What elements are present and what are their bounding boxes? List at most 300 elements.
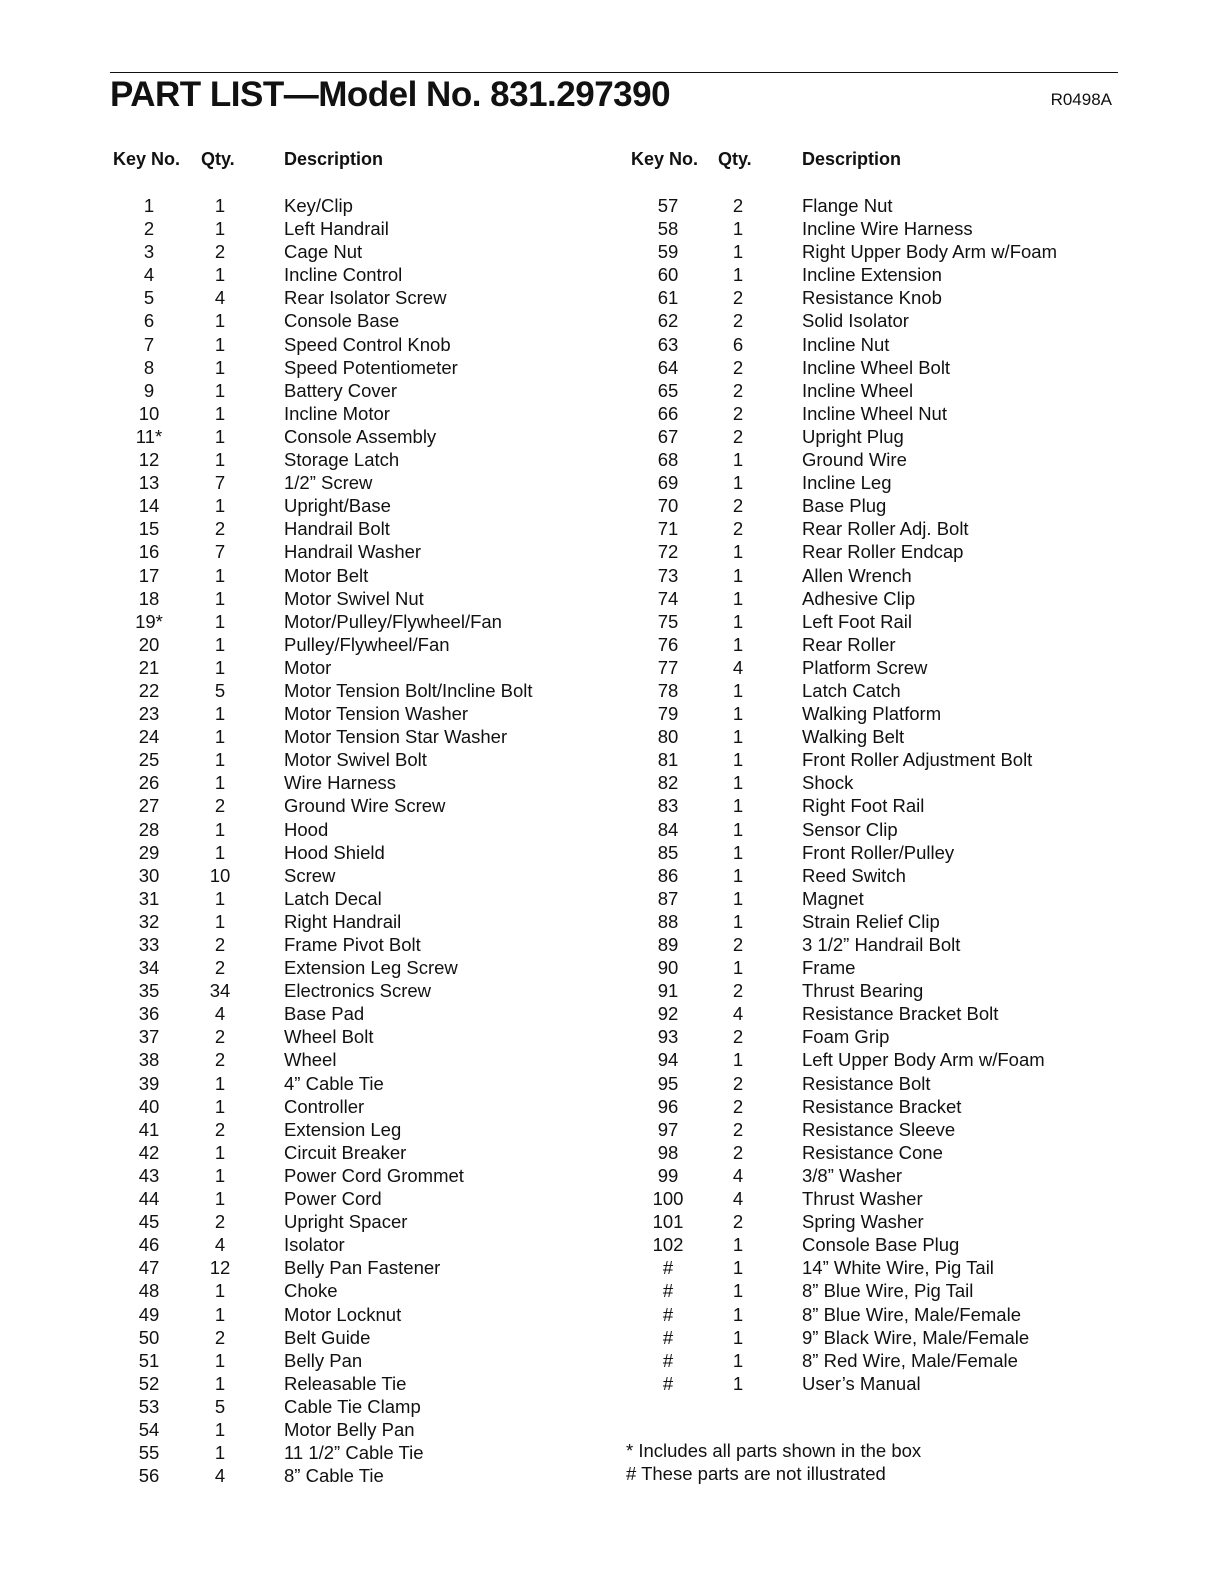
part-description: 8” Cable Tie — [284, 1465, 384, 1487]
part-description: Allen Wrench — [802, 564, 912, 586]
part-key-no: 66 — [657, 402, 679, 424]
part-key-no: 6 — [143, 310, 155, 332]
part-qty: 1 — [214, 633, 226, 655]
part-qty: 4 — [214, 1003, 226, 1025]
part-key-no: 81 — [657, 749, 679, 771]
part-qty: 34 — [209, 980, 231, 1002]
part-qty: 1 — [732, 726, 744, 748]
part-description: Rear Isolator Screw — [284, 287, 447, 309]
part-description: Extension Leg — [284, 1118, 402, 1140]
part-qty: 1 — [732, 795, 744, 817]
part-qty: 1 — [214, 495, 226, 517]
part-description: Spring Washer — [802, 1211, 924, 1233]
part-qty: 1 — [732, 1303, 744, 1325]
part-key-no: 42 — [138, 1141, 160, 1163]
part-key-no: 59 — [657, 241, 679, 263]
part-key-no: 1 — [143, 195, 155, 216]
part-description: Storage Latch — [284, 449, 400, 471]
part-description: Cage Nut — [284, 241, 363, 263]
part-description: 11 1/2” Cable Tie — [284, 1442, 424, 1464]
part-qty: 1 — [732, 841, 744, 863]
part-description: Releasable Tie — [284, 1372, 407, 1394]
part-key-no: 80 — [657, 726, 679, 748]
part-key-no: 52 — [138, 1372, 160, 1394]
part-key-no: 18 — [138, 587, 160, 609]
part-qty: 1 — [214, 1141, 226, 1163]
part-description: Speed Potentiometer — [284, 356, 458, 378]
part-description: Flange Nut — [802, 195, 893, 216]
part-description: Incline Control — [284, 264, 403, 286]
part-key-no: 10 — [138, 402, 160, 424]
part-description: Frame — [802, 957, 856, 979]
part-description: Strain Relief Clip — [802, 910, 940, 932]
part-qty: 1 — [214, 449, 226, 471]
part-qty: 2 — [214, 934, 226, 955]
part-qty: 2 — [732, 310, 744, 332]
part-qty: 1 — [732, 633, 744, 655]
part-description: Power Cord — [284, 1188, 382, 1210]
qty-header: Qty. — [201, 149, 235, 169]
part-key-no: 63 — [657, 333, 679, 355]
part-key-no: 84 — [657, 818, 679, 840]
part-qty: 5 — [214, 1395, 226, 1417]
part-description: Adhesive Clip — [802, 587, 916, 609]
part-key-no: 97 — [657, 1118, 679, 1140]
part-key-no: 96 — [657, 1095, 679, 1117]
part-qty: 1 — [214, 703, 226, 725]
part-description: Platform Screw — [802, 656, 928, 678]
part-description: Choke — [284, 1280, 338, 1302]
part-description: Upright Spacer — [284, 1211, 408, 1233]
part-key-no: 30 — [138, 864, 160, 886]
part-description: Frame Pivot Bolt — [284, 934, 421, 955]
part-key-no: 90 — [657, 957, 679, 979]
part-description: Base Plug — [802, 495, 887, 517]
part-qty: 1 — [732, 449, 744, 471]
part-description: Left Upper Body Arm w/Foam — [802, 1049, 1045, 1071]
part-qty: 2 — [732, 934, 744, 955]
description-header: Description — [802, 149, 902, 169]
part-description: Resistance Knob — [802, 287, 942, 309]
part-qty: 2 — [214, 1326, 226, 1348]
part-description: Power Cord Grommet — [284, 1164, 464, 1186]
part-qty: 2 — [214, 957, 226, 979]
footnote-asterisk: * Includes all parts shown in the box — [626, 1440, 922, 1461]
part-key-no: 26 — [138, 772, 160, 794]
part-qty: 1 — [214, 1442, 226, 1464]
part-description: Motor Tension Washer — [284, 703, 469, 725]
part-qty: 1 — [214, 1349, 226, 1371]
part-key-no: 82 — [657, 772, 679, 794]
part-key-no: 101 — [652, 1211, 684, 1233]
part-qty: 1 — [732, 610, 744, 632]
part-description: Incline Extension — [802, 264, 942, 286]
part-description: 9” Black Wire, Male/Female — [802, 1326, 1030, 1348]
part-qty: 10 — [209, 864, 231, 886]
part-qty: 2 — [732, 1095, 744, 1117]
part-key-no: 100 — [652, 1188, 684, 1210]
part-description: Cable Tie Clamp — [284, 1395, 421, 1417]
part-key-no: 102 — [652, 1234, 684, 1256]
part-qty: 1 — [214, 1072, 226, 1094]
page-title: PART LIST—Model No. 831.297390 — [110, 75, 671, 114]
part-qty: 2 — [732, 425, 744, 447]
part-qty: 4 — [732, 1188, 744, 1210]
part-description: Circuit Breaker — [284, 1141, 407, 1163]
part-qty: 1 — [214, 1164, 226, 1186]
part-description: Wheel — [284, 1049, 337, 1071]
part-key-no: 44 — [138, 1188, 160, 1210]
part-qty: 2 — [214, 1049, 226, 1071]
part-qty: 1 — [214, 264, 226, 286]
part-description: Incline Leg — [802, 472, 892, 494]
part-key-no: 95 — [657, 1072, 679, 1094]
part-description: 14” White Wire, Pig Tail — [802, 1257, 994, 1279]
footnotes — [626, 1439, 921, 1485]
part-description: 3/8” Washer — [802, 1164, 903, 1186]
part-qty: 1 — [214, 379, 226, 401]
part-description: Motor Swivel Nut — [284, 587, 424, 609]
part-key-no: 75 — [657, 610, 679, 632]
part-key-no: 99 — [657, 1164, 679, 1186]
part-key-no: 20 — [138, 633, 160, 655]
part-description: Electronics Screw — [284, 980, 432, 1002]
part-description: Right Foot Rail — [802, 795, 925, 817]
part-description: Ground Wire — [802, 449, 907, 471]
part-key-no: 69 — [657, 472, 679, 494]
part-description: Front Roller/Pulley — [802, 841, 955, 863]
part-qty: 4 — [214, 287, 226, 309]
part-description: Incline Wheel Bolt — [802, 356, 951, 378]
part-key-no: 13 — [138, 472, 160, 494]
part-description: Wheel Bolt — [284, 1026, 374, 1048]
part-description: Resistance Bolt — [802, 1072, 931, 1094]
part-description: 3 1/2” Handrail Bolt — [802, 934, 961, 955]
part-key-no: 74 — [657, 587, 679, 609]
part-qty: 7 — [214, 472, 226, 494]
part-description: Sensor Clip — [802, 818, 898, 840]
part-qty: 2 — [214, 795, 226, 817]
part-description: Resistance Cone — [802, 1141, 943, 1163]
part-qty: 1 — [732, 1234, 744, 1256]
part-key-no: 28 — [138, 818, 160, 840]
part-key-no: 91 — [657, 980, 679, 1002]
part-description: Console Base — [284, 310, 400, 332]
part-key-no: 51 — [138, 1349, 160, 1371]
part-qty: 2 — [732, 495, 744, 517]
part-qty: 1 — [732, 472, 744, 494]
part-qty: 5 — [214, 679, 226, 701]
part-qty: 2 — [214, 1026, 226, 1048]
part-description: Handrail Bolt — [284, 518, 390, 540]
part-key-no: # — [662, 1326, 674, 1348]
key-no-header: Key No. — [631, 149, 699, 169]
part-qty: 1 — [214, 587, 226, 609]
part-qty: 1 — [214, 1188, 226, 1210]
part-key-no: 93 — [657, 1026, 679, 1048]
part-description: Pulley/Flywheel/Fan — [284, 633, 450, 655]
part-description: Walking Belt — [802, 726, 905, 748]
part-key-no: 48 — [138, 1280, 160, 1302]
part-qty: 1 — [214, 356, 226, 378]
part-qty: 1 — [214, 218, 226, 240]
part-key-no: # — [662, 1372, 674, 1394]
part-key-no: 68 — [657, 449, 679, 471]
key-no-header: Key No. — [113, 149, 181, 169]
part-description: Base Pad — [284, 1003, 365, 1025]
part-key-no: 62 — [657, 310, 679, 332]
part-key-no: 83 — [657, 795, 679, 817]
part-key-no: 89 — [657, 934, 679, 955]
part-qty: 1 — [214, 818, 226, 840]
part-description: Thrust Bearing — [802, 980, 924, 1002]
part-description: Rear Roller Adj. Bolt — [802, 518, 969, 540]
part-qty: 1 — [214, 195, 226, 216]
part-qty: 1 — [732, 541, 744, 563]
part-qty: 1 — [732, 1372, 744, 1394]
part-description: Incline Wheel Nut — [802, 402, 947, 424]
part-description: Left Foot Rail — [802, 610, 913, 632]
part-key-no: # — [662, 1280, 674, 1302]
part-description: Ground Wire Screw — [284, 795, 446, 817]
part-description: Incline Motor — [284, 402, 390, 424]
part-qty: 2 — [732, 980, 744, 1002]
part-description: Front Roller Adjustment Bolt — [802, 749, 1033, 771]
part-qty: 2 — [732, 1072, 744, 1094]
part-description: 1/2” Screw — [284, 472, 373, 494]
part-qty: 1 — [214, 310, 226, 332]
part-key-no: 54 — [138, 1418, 160, 1440]
part-key-no: 78 — [657, 679, 679, 701]
part-description: Motor Belt — [284, 564, 369, 586]
part-key-no: 71 — [657, 518, 679, 540]
part-description: Wire Harness — [284, 772, 397, 794]
part-key-no: 24 — [138, 726, 160, 748]
part-qty: 4 — [732, 1164, 744, 1186]
part-key-no: 23 — [138, 703, 160, 725]
part-description: Battery Cover — [284, 379, 398, 401]
part-qty: 1 — [214, 425, 226, 447]
part-qty: 2 — [732, 402, 744, 424]
part-qty: 1 — [732, 772, 744, 794]
part-qty: 4 — [732, 1003, 744, 1025]
part-key-no: 55 — [138, 1442, 160, 1464]
part-description: Incline Wire Harness — [802, 218, 973, 240]
part-key-no: 43 — [138, 1164, 160, 1186]
part-qty: 2 — [214, 1118, 226, 1140]
part-key-no: 29 — [138, 841, 160, 863]
part-description: Key/Clip — [284, 195, 353, 216]
part-key-no: 50 — [138, 1326, 160, 1348]
part-key-no: 11* — [135, 425, 163, 447]
part-key-no: 73 — [657, 564, 679, 586]
part-qty: 1 — [214, 1372, 226, 1394]
part-key-no: 4 — [143, 264, 155, 286]
part-qty: 1 — [732, 241, 744, 263]
part-key-no: 32 — [138, 910, 160, 932]
part-qty: 2 — [214, 518, 226, 540]
part-key-no: 12 — [138, 449, 160, 471]
part-qty: 2 — [732, 518, 744, 540]
part-qty: 2 — [732, 287, 744, 309]
part-description: Belly Pan Fastener — [284, 1257, 441, 1279]
part-description: Hood — [284, 818, 329, 840]
part-key-no: 46 — [138, 1234, 160, 1256]
part-qty: 2 — [732, 1211, 744, 1233]
part-key-no: 41 — [138, 1118, 160, 1140]
part-qty: 2 — [732, 379, 744, 401]
part-qty: 1 — [214, 1303, 226, 1325]
part-key-no: 47 — [138, 1257, 160, 1279]
part-key-no: 17 — [138, 564, 160, 586]
part-description: Motor Belly Pan — [284, 1418, 415, 1440]
part-description: Speed Control Knob — [284, 333, 451, 355]
part-description: Resistance Bracket — [802, 1095, 962, 1117]
document-code: R0498A — [1050, 90, 1112, 109]
part-description: 8” Red Wire, Male/Female — [802, 1349, 1018, 1371]
part-description: Extension Leg Screw — [284, 957, 458, 979]
part-qty: 1 — [732, 818, 744, 840]
part-qty: 1 — [214, 887, 226, 909]
part-description: Motor/Pulley/Flywheel/Fan — [284, 610, 502, 632]
part-key-no: 67 — [657, 425, 679, 447]
part-key-no: # — [662, 1257, 674, 1279]
qty-header: Qty. — [718, 149, 752, 169]
part-qty: 1 — [732, 218, 744, 240]
part-description: Motor Swivel Bolt — [284, 749, 427, 771]
part-qty: 7 — [214, 541, 226, 563]
part-qty: 1 — [732, 1280, 744, 1302]
part-description: 4” Cable Tie — [284, 1072, 384, 1094]
part-qty: 1 — [214, 726, 226, 748]
part-description: Solid Isolator — [802, 310, 909, 332]
part-key-no: 19* — [135, 610, 163, 632]
part-key-no: 37 — [138, 1026, 160, 1048]
part-qty: 1 — [732, 679, 744, 701]
part-key-no: 35 — [138, 980, 160, 1002]
part-description: Motor — [284, 656, 332, 678]
part-qty: 1 — [732, 864, 744, 886]
part-qty: 1 — [214, 772, 226, 794]
part-qty: 1 — [732, 1326, 744, 1348]
part-qty: 4 — [214, 1465, 226, 1487]
part-qty: 1 — [732, 1049, 744, 1071]
part-key-no: 25 — [138, 749, 160, 771]
description-header: Description — [284, 149, 384, 169]
part-key-no: 92 — [657, 1003, 679, 1025]
part-key-no: 27 — [138, 795, 160, 817]
part-description: Motor Locknut — [284, 1303, 402, 1325]
part-description: Belt Guide — [284, 1326, 371, 1348]
part-key-no: 8 — [143, 356, 155, 378]
part-key-no: 34 — [138, 957, 160, 979]
part-description: Console Assembly — [284, 425, 437, 447]
part-qty: 2 — [732, 195, 744, 216]
part-description: Incline Nut — [802, 333, 890, 355]
part-key-no: 16 — [138, 541, 160, 563]
part-description: Motor Tension Bolt/Incline Bolt — [284, 679, 533, 701]
part-key-no: 65 — [657, 379, 679, 401]
part-key-no: 77 — [657, 656, 679, 678]
part-key-no: 45 — [138, 1211, 160, 1233]
part-key-no: 88 — [657, 910, 679, 932]
part-key-no: 49 — [138, 1303, 160, 1325]
part-key-no: 14 — [138, 495, 160, 517]
part-qty: 4 — [732, 656, 744, 678]
part-key-no: 72 — [657, 541, 679, 563]
part-description: Reed Switch — [802, 864, 906, 886]
part-key-no: 15 — [138, 518, 160, 540]
part-description: Resistance Bracket Bolt — [802, 1003, 999, 1025]
part-key-no: # — [662, 1349, 674, 1371]
part-key-no: 60 — [657, 264, 679, 286]
part-key-no: 53 — [138, 1395, 160, 1417]
part-description: Latch Catch — [802, 679, 901, 701]
part-description: Shock — [802, 772, 854, 794]
part-key-no: 22 — [138, 679, 160, 701]
part-description: Right Handrail — [284, 910, 402, 932]
part-key-no: 38 — [138, 1049, 160, 1071]
part-description: Foam Grip — [802, 1026, 890, 1048]
part-description: Right Upper Body Arm w/Foam — [802, 241, 1057, 263]
part-qty: 2 — [214, 241, 226, 263]
part-key-no: 39 — [138, 1072, 160, 1094]
part-qty: 1 — [732, 703, 744, 725]
part-qty: 1 — [732, 910, 744, 932]
part-description: Upright/Base — [284, 495, 391, 517]
part-qty: 12 — [209, 1257, 231, 1279]
part-description: Incline Wheel — [802, 379, 914, 401]
part-key-no: 64 — [657, 356, 679, 378]
part-description: Magnet — [802, 887, 864, 909]
part-qty: 1 — [214, 564, 226, 586]
part-qty: 1 — [732, 264, 744, 286]
part-key-no: 86 — [657, 864, 679, 886]
part-key-no: 61 — [657, 287, 679, 309]
part-qty: 1 — [214, 1418, 226, 1440]
part-qty: 1 — [732, 587, 744, 609]
part-description: Left Handrail — [284, 218, 389, 240]
part-description: Screw — [284, 864, 336, 886]
part-description: Resistance Sleeve — [802, 1118, 956, 1140]
part-description: Rear Roller Endcap — [802, 541, 964, 563]
part-qty: 1 — [214, 333, 226, 355]
part-key-no: 5 — [143, 287, 155, 309]
part-key-no: 79 — [657, 703, 679, 725]
part-description: Hood Shield — [284, 841, 385, 863]
part-key-no: 56 — [138, 1465, 160, 1487]
part-key-no: 36 — [138, 1003, 160, 1025]
part-qty: 6 — [732, 333, 744, 355]
part-description: Belly Pan — [284, 1349, 363, 1371]
part-qty: 1 — [214, 1280, 226, 1302]
part-key-no: 76 — [657, 633, 679, 655]
part-description: Thrust Washer — [802, 1188, 923, 1210]
part-description: Controller — [284, 1095, 365, 1117]
part-key-no: 33 — [138, 934, 160, 955]
part-qty: 1 — [214, 910, 226, 932]
footnote-hash: # These parts are not illustrated — [626, 1463, 886, 1484]
part-qty: 1 — [214, 610, 226, 632]
part-key-no: 2 — [143, 218, 155, 240]
part-description: Rear Roller — [802, 633, 896, 655]
part-qty: 1 — [732, 957, 744, 979]
part-description: Walking Platform — [802, 703, 942, 725]
part-qty: 2 — [732, 1026, 744, 1048]
part-description: Motor Tension Star Washer — [284, 726, 508, 748]
part-key-no: 21 — [138, 656, 160, 678]
part-qty: 1 — [214, 841, 226, 863]
